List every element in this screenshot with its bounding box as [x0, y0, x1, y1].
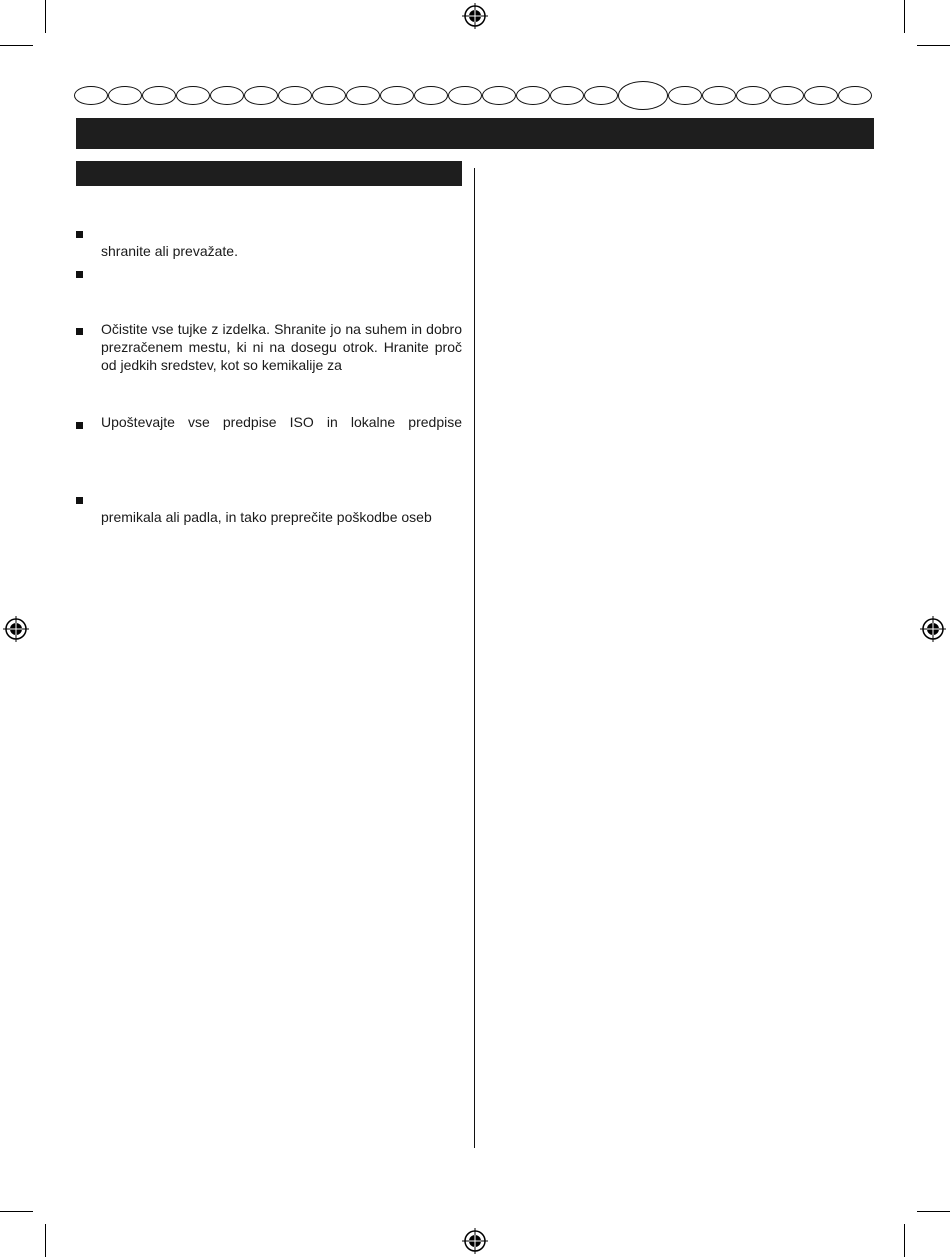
crop-mark-bottom-right-v — [904, 1224, 905, 1257]
language-tab — [838, 86, 872, 105]
registration-mark-right-icon — [920, 616, 946, 642]
language-tab — [770, 86, 804, 105]
language-tab — [210, 86, 244, 105]
language-tabs — [74, 83, 876, 107]
crop-mark-bottom-left-h — [0, 1211, 33, 1212]
crop-mark-top-left-v — [45, 0, 46, 33]
square-bullet-icon — [76, 497, 83, 504]
square-bullet-icon — [76, 328, 83, 335]
language-tab — [278, 86, 312, 105]
language-tab — [736, 86, 770, 105]
language-tab — [668, 86, 702, 105]
list-item-text: premikala ali padla, in tako preprečite poškodbe oseb — [101, 509, 432, 525]
list-item-text: Očistite vse tujke z izdelka. Shranite jo na suhem in dobro prezračenem mestu, ki ni na dosegu otrok. Hranite proč od jedkih sredstev, kot so kemikalije za — [101, 321, 462, 373]
language-tab — [448, 86, 482, 105]
language-tab — [244, 86, 278, 105]
list-item — [76, 492, 462, 526]
language-tab — [584, 86, 618, 105]
crop-mark-top-right-v — [904, 0, 905, 33]
crop-mark-bottom-right-h — [917, 1211, 950, 1212]
language-tab — [380, 86, 414, 105]
language-tab — [414, 86, 448, 105]
registration-mark-bottom-icon — [462, 1228, 488, 1254]
language-tab — [74, 86, 108, 105]
language-tab — [618, 81, 668, 110]
language-tab — [108, 86, 142, 105]
language-tab — [346, 86, 380, 105]
language-tab — [702, 86, 736, 105]
language-tab — [482, 86, 516, 105]
column-divider — [474, 168, 475, 1148]
list-item-text: Upoštevajte vse predpise ISO in lokalne predpise — [101, 414, 462, 430]
square-bullet-icon — [76, 271, 83, 278]
language-tab — [550, 86, 584, 105]
page-title-bar — [76, 118, 874, 149]
registration-mark-left-icon — [3, 616, 29, 642]
list-item-text: shranite ali prevažate. — [101, 243, 238, 259]
crop-mark-top-right-h — [917, 45, 950, 46]
language-tab — [804, 86, 838, 105]
square-bullet-icon — [76, 422, 83, 429]
section-title-bar — [76, 161, 462, 186]
language-tab — [142, 86, 176, 105]
square-bullet-icon — [76, 231, 83, 238]
crop-mark-top-left-h — [0, 45, 33, 46]
list-item — [76, 320, 462, 374]
crop-mark-bottom-left-v — [45, 1224, 46, 1257]
list-item — [76, 414, 462, 431]
list-item — [76, 226, 462, 260]
language-tab — [516, 86, 550, 105]
language-tab — [312, 86, 346, 105]
registration-mark-top-icon — [462, 3, 488, 29]
language-tab — [176, 86, 210, 105]
